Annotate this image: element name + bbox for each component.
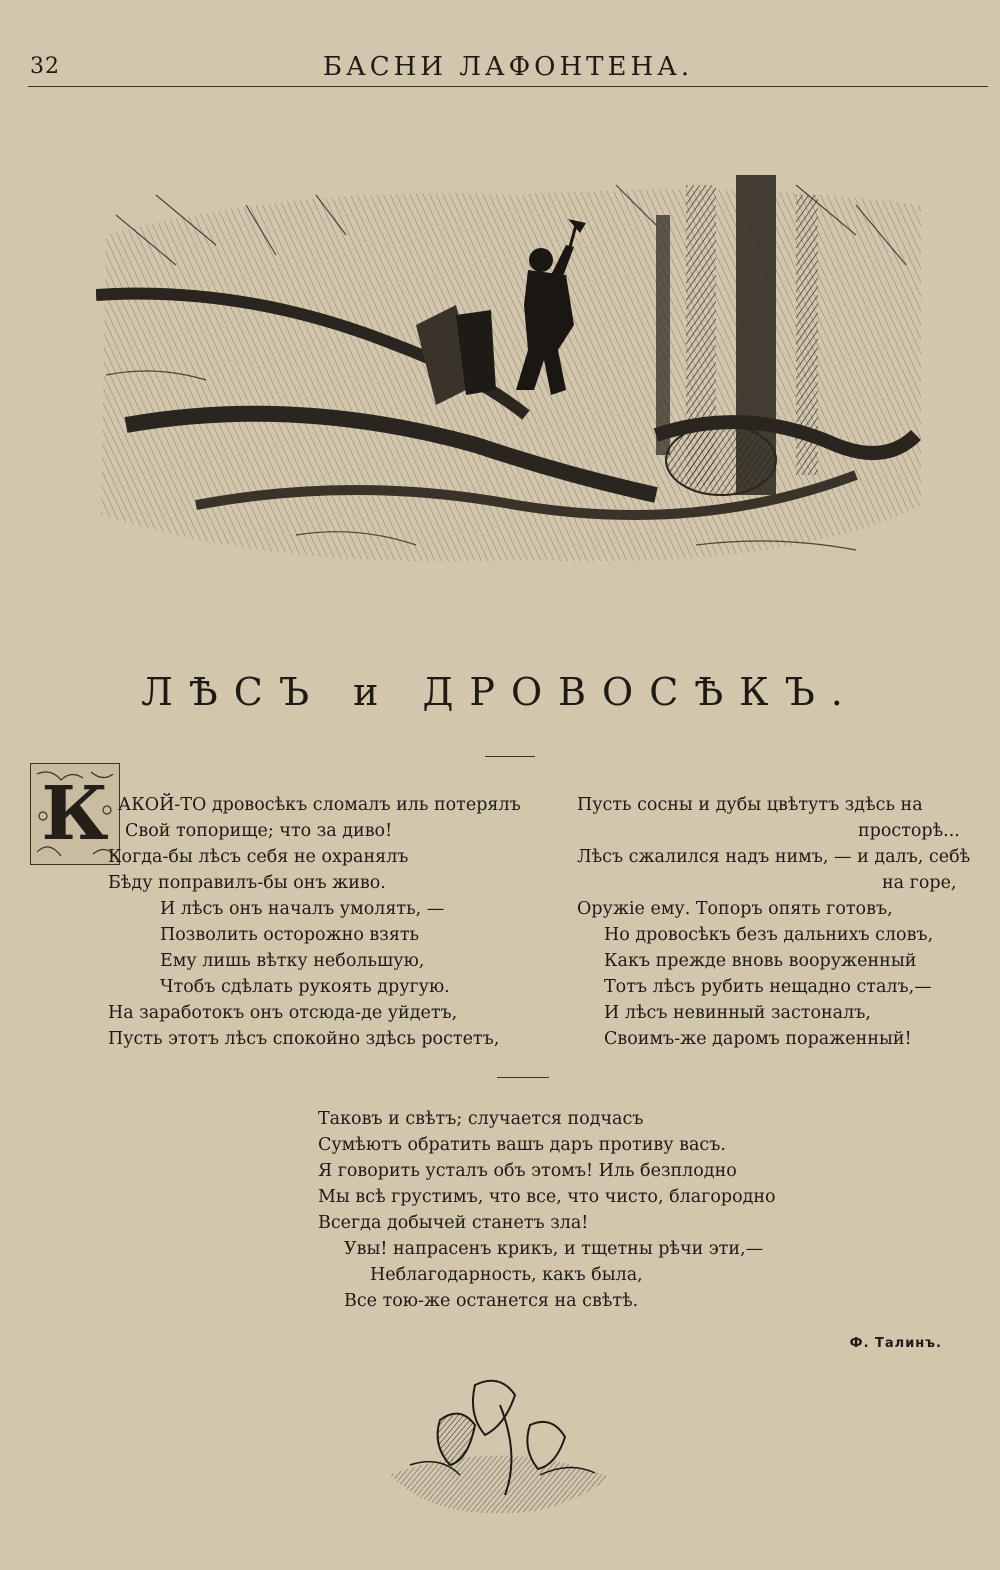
verse-line: Увы! напрасенъ крикъ, и тщетны рѣчи эти,—	[344, 1239, 764, 1259]
bindweed-vignette	[380, 1365, 620, 1515]
verse-line: Все тою-же останется на свѣтѣ.	[344, 1291, 639, 1311]
woodcutter-engraving	[96, 175, 926, 570]
verse-line: Позволить осторожно взять	[160, 925, 420, 945]
verse-line: Лѣсъ сжалился надъ нимъ, — и далъ, себѣ	[577, 847, 971, 867]
verse-line: Чтобъ сдѣлать рукоять другую.	[160, 977, 450, 997]
fable-title: ЛѢСЪ и ДРОВОСѢКЪ.	[141, 670, 859, 714]
verse-line: на горе,	[882, 873, 957, 893]
running-header	[28, 50, 988, 90]
verse-line: Пусть этотъ лѣсъ спокойно здѣсь ростетъ,	[108, 1029, 500, 1049]
verse-line: Мы всѣ грустимъ, что все, что чисто, благородно	[318, 1187, 776, 1207]
verse-line: Какъ прежде вновь вооруженный	[604, 951, 917, 971]
verse-line: Я говорить усталъ объ этомъ! Иль безплодно	[318, 1161, 737, 1181]
drop-cap-letter: К	[41, 771, 109, 857]
verse-line: И лѣсъ онъ началъ умолять, —	[160, 899, 445, 919]
verse-line: Своимъ-же даромъ пораженный!	[604, 1029, 912, 1049]
moral-divider	[497, 1077, 549, 1078]
title-divider	[485, 756, 535, 757]
verse-line: Таковъ и свѣтъ; случается подчасъ	[318, 1109, 644, 1129]
verse-line: просторѣ...	[858, 821, 960, 841]
verse-line: Ему лишь вѣтку небольшую,	[160, 951, 425, 971]
verse-line: АКОЙ-ТО дровосѣкъ сломалъ иль потерялъ	[118, 795, 521, 815]
verse-line: Неблагодарность, какъ была,	[370, 1265, 643, 1285]
verse-line: Бѣду поправилъ-бы онъ живо.	[108, 873, 386, 893]
verse-line: Сумѣютъ обратить вашъ даръ противу васъ.	[318, 1135, 726, 1155]
verse-line: Свой топорище; что за диво!	[125, 821, 393, 841]
verse-line: Всегда добычей станетъ зла!	[318, 1213, 589, 1233]
verse-line: Оружіе ему. Топоръ опять готовъ,	[577, 899, 893, 919]
verse-line: И лѣсъ невинный застоналъ,	[604, 1003, 871, 1023]
verse-line: Пусть сосны и дубы цвѣтутъ здѣсь на	[577, 795, 923, 815]
author-signature: Ф. Талинъ.	[849, 1336, 942, 1351]
moral-stanza	[0, 1106, 776, 1314]
verse-line: На заработокъ онъ отсюда-де уйдетъ,	[108, 1003, 458, 1023]
right-column	[0, 792, 971, 1052]
verse-line: Когда-бы лѣсъ себя не охранялъ	[108, 847, 409, 867]
verse-line: Но дровосѣкъ безъ дальнихъ словъ,	[604, 925, 934, 945]
verse-line: Тотъ лѣсъ рубить нещадно сталъ,—	[604, 977, 932, 997]
header-rule	[28, 86, 988, 87]
running-title: БАСНИ ЛАФОНТЕНА.	[322, 52, 694, 82]
page-number: 32	[30, 54, 60, 79]
